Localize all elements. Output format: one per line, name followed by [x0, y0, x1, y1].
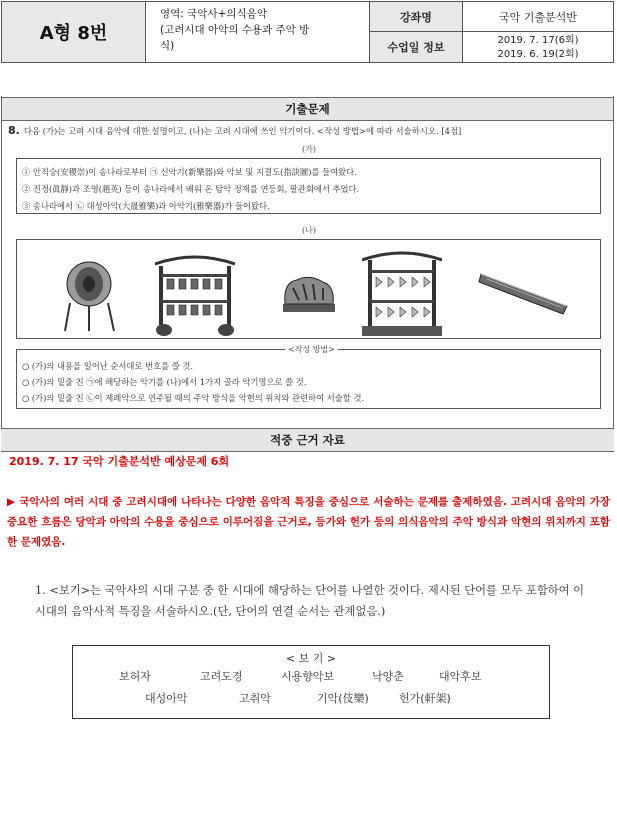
- bogi-box: [72, 645, 550, 719]
- bogi-word: 시용향악보: [281, 670, 335, 683]
- stone-chime-icon: [362, 250, 442, 338]
- exam-section-title: 기출문제: [1, 97, 614, 121]
- ga-line-2: ② 진정(眞靜)과 조영(趙英) 등이 송나라에서 배워 온 탐악 정재를 연등회, 팔관회에서 추었다.: [22, 184, 360, 194]
- bogi-title: < 보 기 >: [285, 652, 337, 665]
- method-line-3: ○ (가)의 밑줄 친 ㉡이 제례악으로 연주될 때의 주악 방식을 악현의 위치와 관련하여 서술할 것.: [22, 393, 365, 403]
- basis-description: ▶ 국악사의 여러 시대 중 고려시대에 나타나는 다양한 음악적 특징을 중심으로 서술하는 문제를 출제하였음. 고려시대 음악의 가장 중요한 흐름은 당악과 아악의 수용을 중심으로 이루어짐을 근거로, 등가와 헌가 등의 의식음악의 주악 방식과 악현의 위치까지 포함한 문제였음.: [7, 496, 610, 548]
- course-label: 강좌명: [370, 2, 463, 32]
- course-value: 국악 기출분석반: [463, 2, 613, 32]
- bogi-word: 고려도경: [200, 670, 243, 683]
- date-label: 수업일 정보: [370, 32, 463, 62]
- ga-line-3: ③ 송나라에서 ㉡ 대성아악(大晟雅樂)과 아악기(雅樂器)가 들어왔다.: [22, 201, 270, 211]
- bogi-word: 대성아악: [145, 692, 188, 705]
- method-line-2: ○ (가)의 밑줄 친 ㉠에 해당하는 악기를 (나)에서 1가지 골라 악기명으로 쓸 것.: [22, 377, 307, 387]
- bogi-word: 대악후보: [439, 670, 482, 683]
- bell-chime-icon: [155, 252, 235, 337]
- ga-line-1: ① 안직숭(安稷崇)이 송나라로부터 ㉠ 신악기(新樂器)와 악보 및 지결도(指訣圖)를 들여왔다.: [22, 167, 357, 177]
- area-line-1: 영역: 국악사+의식음악: [160, 8, 267, 20]
- basis-source: 2019. 7. 17 국악 기출분석반 예상문제 6회: [9, 455, 230, 468]
- area-line-2: (고려시대 아악의 수용과 주악 방: [160, 24, 310, 36]
- bogi-word: 보허자: [119, 670, 151, 683]
- method-title: <작성 방법>: [285, 344, 338, 355]
- date-value-1: 2019. 7. 17(6회): [497, 35, 579, 46]
- basis-section-title: 적중 근거 자료: [1, 428, 614, 452]
- bogi-word: 헌가(軒架): [399, 692, 451, 705]
- date-value-2: 2019. 6. 19(2회): [497, 49, 579, 60]
- na-label: (나): [302, 226, 316, 235]
- ga-label: (가): [302, 145, 316, 154]
- sample-question-text: 1. <보기>는 국악사의 시대 구분 중 한 시대에 해당하는 단어를 나열한 것이다. 제시된 단어를 모두 포함하여 이 시대의 음악사적 특징을 서술하시오.(단, 단어의 연결 순서는 관계없음.): [35, 584, 585, 618]
- bogi-word: 기악(伎樂): [317, 692, 369, 705]
- tiger-icon: [279, 270, 339, 315]
- question-body: 다음 (가)는 고려 시대 음악에 대한 설명이고, (나)는 고려 시대에 쓰인 악기이다. <작성 방법>에 따라 서술하시오. [4점]: [23, 126, 462, 136]
- question-text: [8, 124, 608, 137]
- method-line-1: ○ (가)의 내용을 일어난 순서대로 번호를 쓸 것.: [22, 361, 194, 371]
- na-box: [16, 239, 601, 339]
- header-table: [1, 1, 614, 63]
- area-info: [146, 2, 370, 62]
- drum-icon: [62, 258, 117, 333]
- question-code: A형 8번: [2, 2, 146, 62]
- zither-icon: [477, 262, 572, 317]
- date-value: [463, 32, 613, 62]
- question-number: 8.: [8, 124, 20, 137]
- bogi-word: 고취악: [239, 692, 271, 705]
- bogi-word: 낙양춘: [372, 670, 404, 683]
- area-line-3: 식): [160, 40, 175, 52]
